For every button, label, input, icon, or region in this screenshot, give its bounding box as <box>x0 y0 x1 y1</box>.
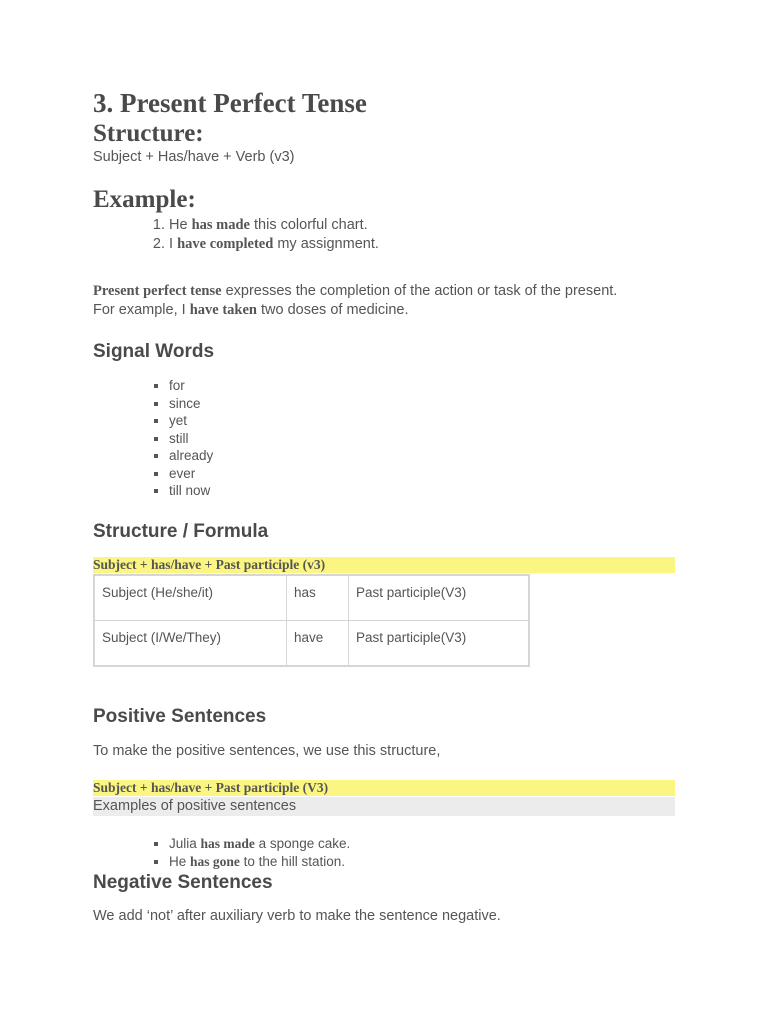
table-cell: has <box>287 575 349 621</box>
positive-heading: Positive Sentences <box>93 706 267 727</box>
table-cell: have <box>287 621 349 667</box>
page-title: 3. Present Perfect Tense <box>93 88 367 118</box>
example-text: a sponge cake. <box>254 836 351 851</box>
table-cell: Past participle(V3) <box>349 575 530 621</box>
paragraph-text: For example, I <box>93 302 190 318</box>
table-cell: Past participle(V3) <box>349 621 530 667</box>
negative-text: We add ‘not’ after auxiliary verb to make the sentence negative. <box>93 908 501 924</box>
positive-examples-label: Examples of positive sentences <box>93 797 675 816</box>
table-cell: Subject (He/she/it) <box>94 575 287 621</box>
list-item <box>169 216 379 235</box>
paragraph-text: expresses the completion of the action or task of the present. <box>221 283 618 299</box>
positive-intro: To make the positive sentences, we use this structure, <box>93 743 441 759</box>
paragraph-text: two doses of medicine. <box>256 302 409 318</box>
example-text: to the hill station. <box>239 853 345 869</box>
term: Present perfect tense <box>93 283 222 299</box>
list-item: ▪ for <box>169 377 213 395</box>
list-item <box>169 235 379 254</box>
example-verb: has gone <box>190 853 240 869</box>
signal-words-heading: Signal Words <box>93 341 215 362</box>
example-list <box>143 216 379 254</box>
example-text: He <box>169 217 192 233</box>
example-verb: have completed <box>177 236 274 252</box>
example-verb: has made <box>200 836 255 851</box>
list-item: ▪ already <box>169 447 213 465</box>
signal-words-list <box>143 377 213 500</box>
list-item: ▪ still <box>169 430 213 448</box>
table-row <box>94 621 529 667</box>
positive-examples-list <box>143 835 350 870</box>
structure-heading: Structure: <box>93 120 204 147</box>
formula-highlight: Subject + has/have + Past participle (v3) <box>93 557 675 573</box>
example-text: this colorful chart. <box>250 217 368 233</box>
list-item <box>169 835 350 853</box>
list-item <box>169 853 350 871</box>
list-item: ▪ since <box>169 395 213 413</box>
formula-table <box>93 574 530 667</box>
list-item: ▪ ever <box>169 465 213 483</box>
negative-heading: Negative Sentences <box>93 872 273 893</box>
formula-heading: Structure / Formula <box>93 521 269 542</box>
list-item: ▪ yet <box>169 412 213 430</box>
example-verb: has made <box>191 217 250 233</box>
table-row <box>94 575 529 621</box>
list-item: ▪ till now <box>169 482 213 500</box>
structure-text: Subject + Has/have + Verb (v3) <box>93 149 295 165</box>
example-heading: Example: <box>93 186 196 213</box>
definition-paragraph <box>93 282 693 320</box>
example-text: He <box>169 853 191 869</box>
positive-highlight: Subject + has/have + Past participle (V3) <box>93 780 675 796</box>
table-cell: Subject (I/We/They) <box>94 621 287 667</box>
example-text: Julia <box>169 836 201 851</box>
example-text: I <box>169 236 178 252</box>
example-text: my assignment. <box>273 236 379 252</box>
example-verb: have taken <box>189 302 257 318</box>
